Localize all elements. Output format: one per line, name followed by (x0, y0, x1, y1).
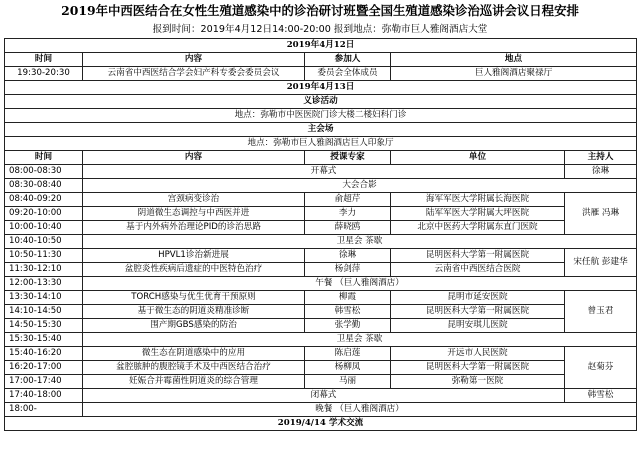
expert-cell: 陈启莲 (305, 347, 391, 361)
day2-header-host: 主持人 (565, 151, 637, 165)
document-title: 2019年中西医结合在女性生殖道感染中的诊治研讨班暨全国生殖道感染诊治巡讲会议日程安排 (61, 3, 579, 18)
table-row (5, 333, 637, 347)
table-row (5, 193, 637, 207)
venue-title: 主会场 (5, 123, 637, 137)
schedule-table (4, 38, 637, 431)
time-cell: 10:40-10:50 (5, 235, 83, 249)
unit-cell: 开远市人民医院 (391, 347, 565, 361)
clinic-location: 地点：弥勒市中医医院门诊大楼二楼妇科门诊 (5, 109, 637, 123)
content-cell: 宫颈病变诊治 (83, 193, 305, 207)
content-cell: 午餐 （巨人雅阁酒店） (83, 277, 637, 291)
content-cell: 卫星会 茶歇 (83, 333, 637, 347)
time-cell: 12:00-13:30 (5, 277, 83, 291)
table-row (5, 263, 637, 277)
time-cell: 10:50-11:30 (5, 249, 83, 263)
host-cell: 徐琳 (565, 165, 637, 179)
time-cell: 18:00- (5, 403, 83, 417)
table-row (5, 179, 637, 193)
day2-header-unit: 单位 (391, 151, 565, 165)
table-row (5, 277, 637, 291)
time-cell: 10:00-10:40 (5, 221, 83, 235)
table-row (5, 389, 637, 403)
clinic-title: 义诊活动 (5, 95, 637, 109)
time-cell: 08:00-08:30 (5, 165, 83, 179)
unit-cell: 陆军军医大学附属大坪医院 (391, 207, 565, 221)
day1-header-time: 时间 (5, 53, 83, 67)
expert-cell: 杨柳凤 (305, 361, 391, 375)
table-row (5, 207, 637, 221)
time-cell: 09:20-10:00 (5, 207, 83, 221)
host-cell: 韩雪松 (565, 389, 637, 403)
time-cell: 13:30-14:10 (5, 291, 83, 305)
time-cell: 17:40-18:00 (5, 389, 83, 403)
expert-cell: 徐琳 (305, 249, 391, 263)
expert-cell: 马丽 (305, 375, 391, 389)
day2-header-expert: 授课专家 (305, 151, 391, 165)
unit-cell: 昆明医科大学第一附属医院 (391, 305, 565, 319)
unit-cell: 昆明安琪儿医院 (391, 319, 565, 333)
content-cell: 卫星会 茶歇 (83, 235, 637, 249)
expert-cell: 薛晓鸥 (305, 221, 391, 235)
venue-location: 地点：弥勒市巨人雅阁酒店巨人印象厅 (5, 137, 637, 151)
table-row (5, 375, 637, 389)
expert-cell: 俞超芹 (305, 193, 391, 207)
time-cell: 11:30-12:10 (5, 263, 83, 277)
table-row (5, 347, 637, 361)
table-row (5, 235, 637, 249)
content-cell: 闭幕式 (83, 389, 565, 403)
session2-host: 宋任航 彭建华 (565, 249, 637, 277)
time-cell: 08:30-08:40 (5, 179, 83, 193)
day1-header-participants: 参加人 (305, 53, 391, 67)
day1-header-location: 地点 (391, 53, 637, 67)
table-row (5, 361, 637, 375)
content-cell: HPVL1诊治新进展 (83, 249, 305, 263)
unit-cell: 昆明市延安医院 (391, 291, 565, 305)
content-cell: 晚餐 （巨人雅阁酒店） (83, 403, 637, 417)
time-cell: 16:20-17:00 (5, 361, 83, 375)
content-cell: 盆腔炎性疾病后遗症的中医特色治疗 (83, 263, 305, 277)
table-row (5, 249, 637, 263)
day2-header-time: 时间 (5, 151, 83, 165)
session4-host: 赵菊芬 (565, 347, 637, 389)
unit-cell: 昆明医科大学第一附属医院 (391, 249, 565, 263)
table-row (5, 291, 637, 305)
table-row (5, 165, 637, 179)
table-row (5, 305, 637, 319)
expert-cell: 韩雪松 (305, 305, 391, 319)
time-cell: 15:40-16:20 (5, 347, 83, 361)
time-cell: 08:40-09:20 (5, 193, 83, 207)
registration-info: 报到时间：2019年4月12日14:00-20:00 报到地点：弥勒市巨人雅阁酒店大堂 (152, 24, 488, 35)
session3-host: 曾玉君 (565, 291, 637, 333)
content-cell: 微生态在阴道感染中的应用 (83, 347, 305, 361)
day2-date: 2019年4月13日 (5, 81, 637, 95)
day3-date: 2019/4/14 学术交流 (5, 417, 637, 431)
content-cell: 大会合影 (83, 179, 637, 193)
day1-header-content: 内容 (83, 53, 305, 67)
content-cell: 基于微生态的阴道炎精准诊断 (83, 305, 305, 319)
day1-content: 云南省中西医结合学会妇产科专委会委员会议 (83, 67, 305, 81)
day1-location: 巨人雅阁酒店聚禄厅 (391, 67, 637, 81)
expert-cell: 杨剑萍 (305, 263, 391, 277)
day1-participants: 委员会全体成员 (305, 67, 391, 81)
session1-host: 洪雁 冯琳 (565, 193, 637, 235)
table-row (5, 319, 637, 333)
unit-cell: 海军军医大学附属长海医院 (391, 193, 565, 207)
time-cell: 14:50-15:30 (5, 319, 83, 333)
table-row (5, 221, 637, 235)
time-cell: 15:30-15:40 (5, 333, 83, 347)
table-row (5, 403, 637, 417)
content-cell: 盆腔脓肿的腹腔镜手术及中西医结合治疗 (83, 361, 305, 375)
time-cell: 14:10-14:50 (5, 305, 83, 319)
content-cell: 围产期GBS感染的防治 (83, 319, 305, 333)
unit-cell: 云南省中西医结合医院 (391, 263, 565, 277)
day2-header-content: 内容 (83, 151, 305, 165)
unit-cell: 北京中医药大学附属东直门医院 (391, 221, 565, 235)
content-cell: 开幕式 (83, 165, 565, 179)
unit-cell: 昆明医科大学第一附属医院 (391, 361, 565, 375)
time-cell: 17:00-17:40 (5, 375, 83, 389)
expert-cell: 张学勤 (305, 319, 391, 333)
expert-cell: 柳霞 (305, 291, 391, 305)
content-cell: 基于内外病外治理论PID的诊治思路 (83, 221, 305, 235)
expert-cell: 李力 (305, 207, 391, 221)
content-cell: 阴道微生态调控与中西医并进 (83, 207, 305, 221)
day1-date: 2019年4月12日 (5, 39, 637, 53)
unit-cell: 弥勒第一医院 (391, 375, 565, 389)
content-cell: TORCH感染与优生优育干预原则 (83, 291, 305, 305)
content-cell: 妊娠合并霉菌性阴道炎的综合管理 (83, 375, 305, 389)
day1-time: 19:30-20:30 (5, 67, 83, 81)
